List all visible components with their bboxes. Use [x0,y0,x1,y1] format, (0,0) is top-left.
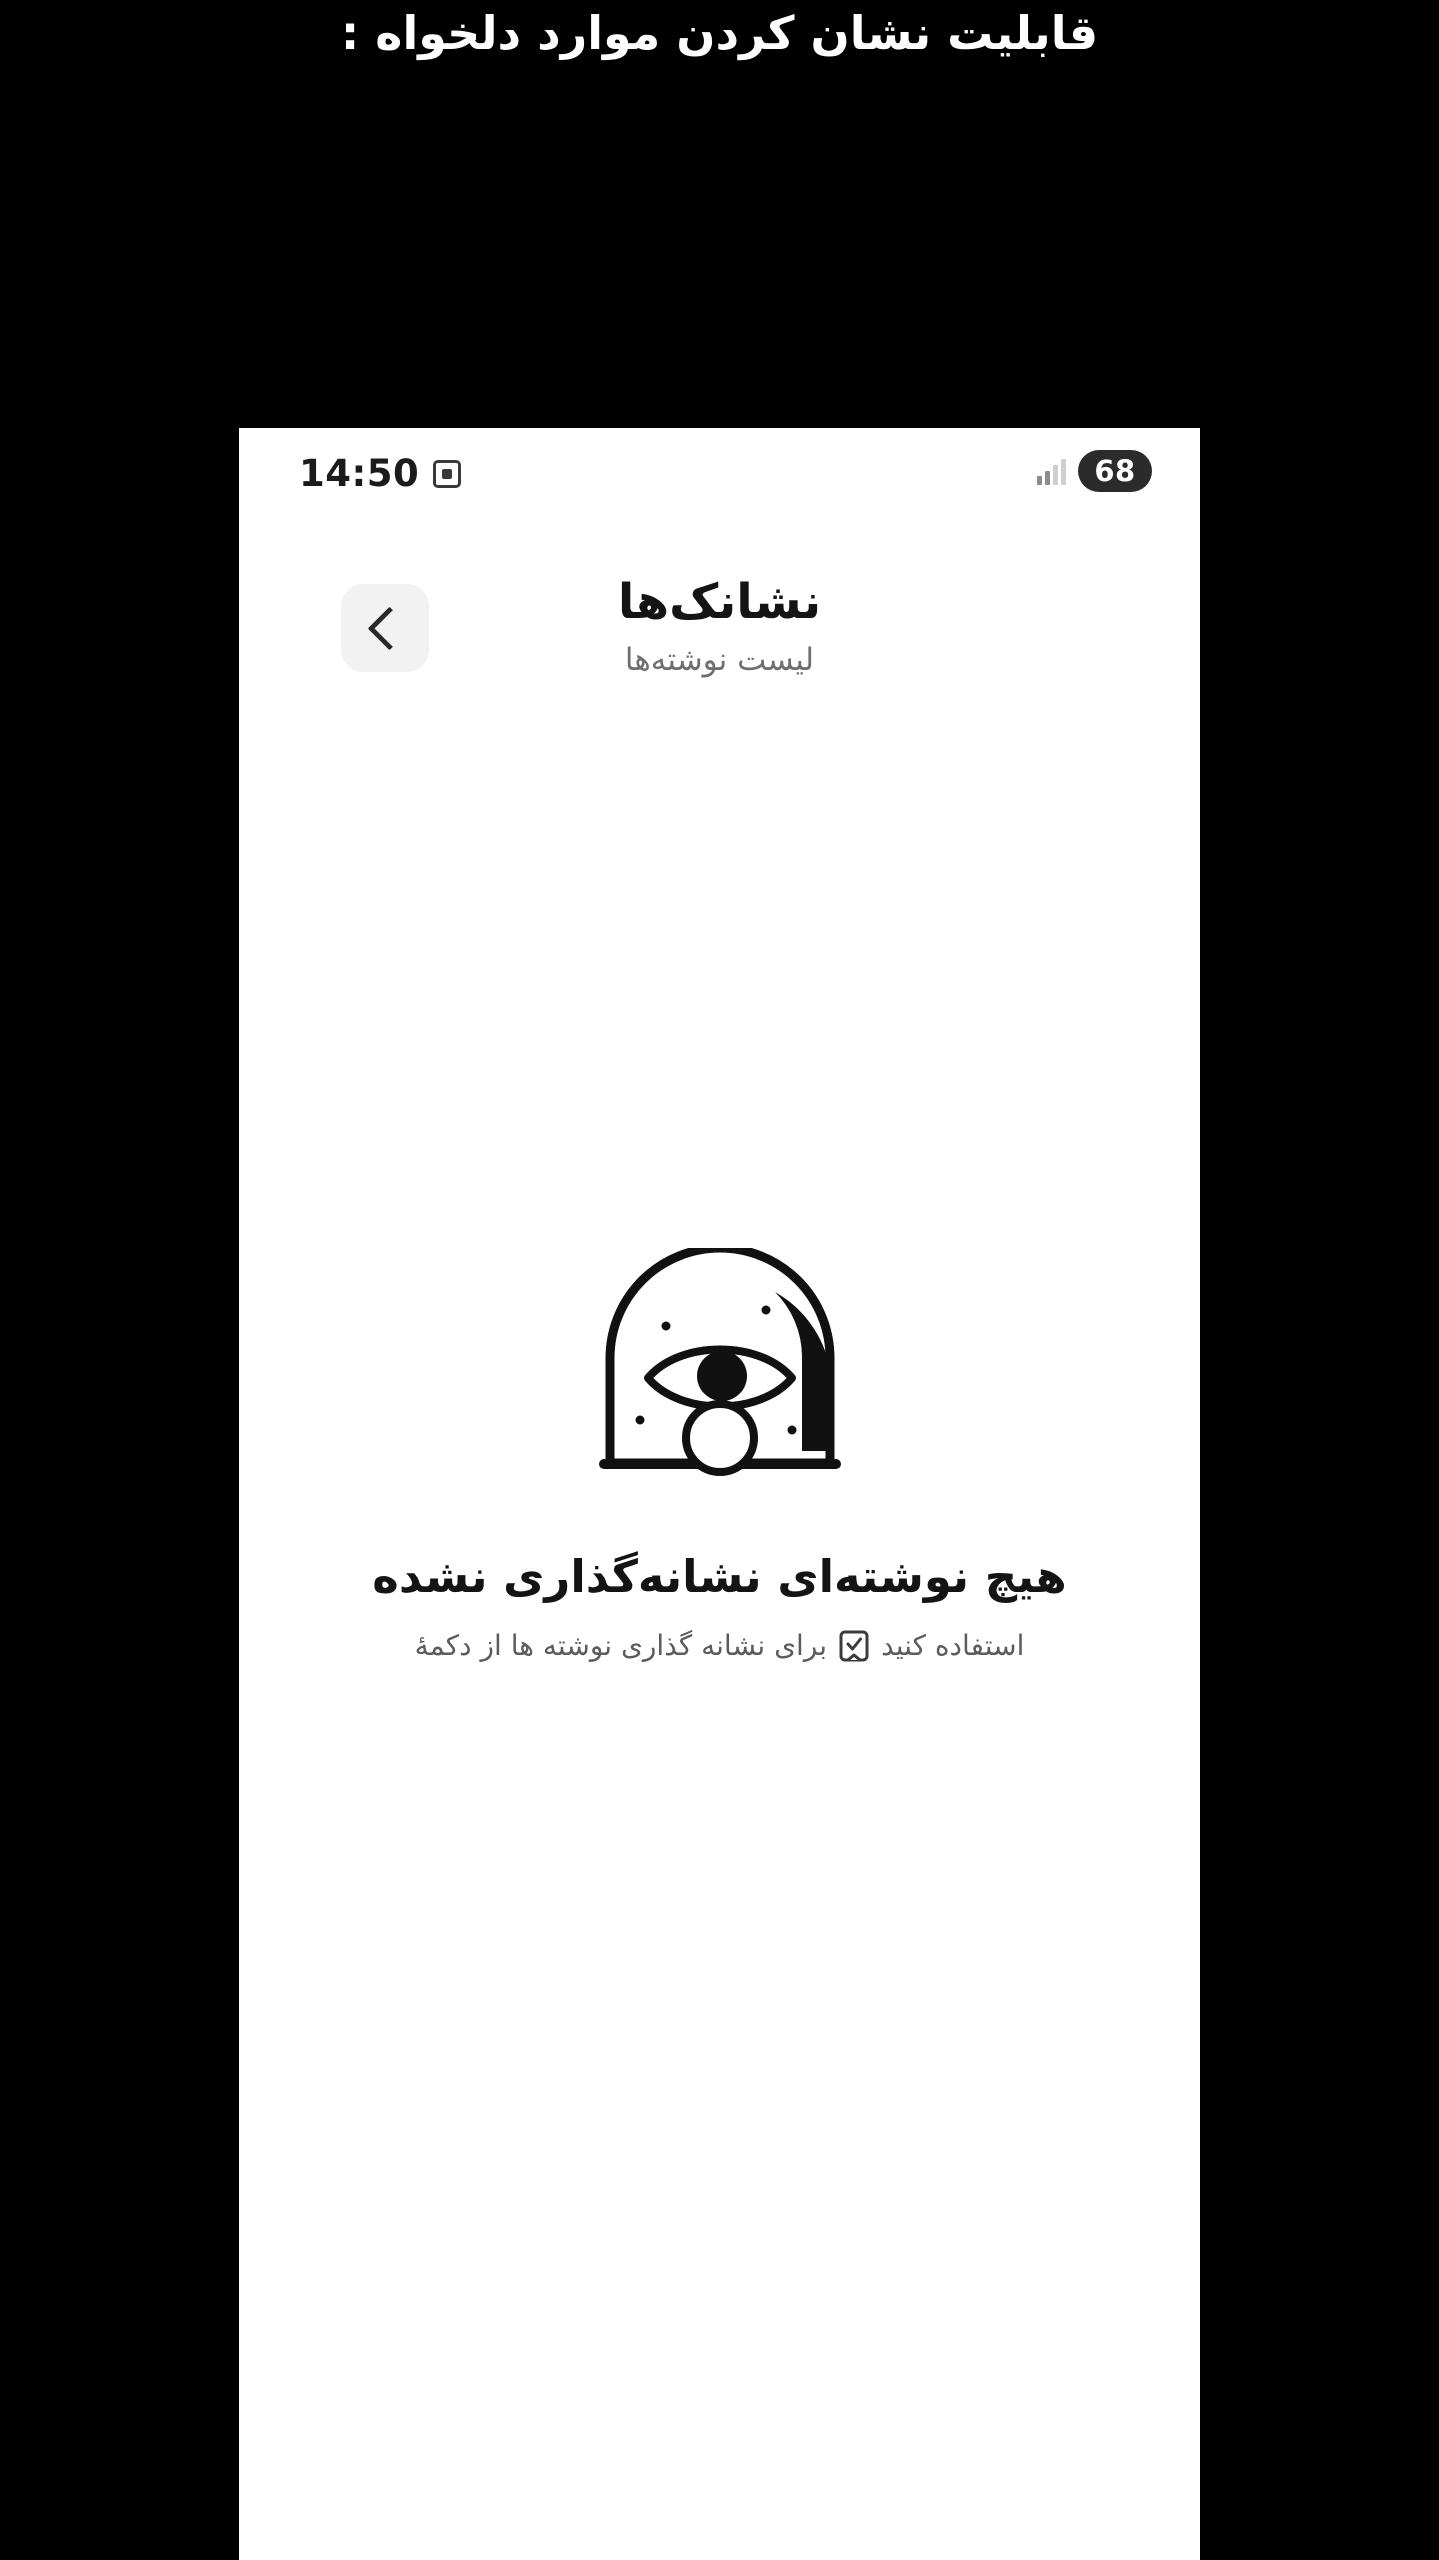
empty-state-description [239,1629,1200,1662]
app-header [239,520,1200,710]
status-bar [239,428,1200,520]
empty-state-desc-after: استفاده کنید [881,1629,1025,1662]
page-caption: قابلیت نشان کردن موارد دلخواه : [340,6,1099,60]
page-subtitle: لیست نوشته‌ها [624,642,815,678]
status-bar-left [299,452,461,495]
signal-bars-icon [1037,457,1066,485]
empty-state-title: هیچ نوشته‌ای نشانه‌گذاری نشده [372,1550,1067,1603]
screenshot-icon [433,460,461,488]
eye-arch-doodle-illustration [570,1248,870,1478]
empty-state-desc-before: برای نشانه گذاری نوشته ها از دکمهٔ [414,1629,828,1662]
phone-screenshot [239,428,1200,2560]
status-clock: 14:50 [299,452,420,495]
empty-state [239,1248,1200,1662]
bookmark-check-icon [839,1630,869,1662]
battery-indicator: 68 [1078,450,1152,492]
page-title: نشانک‌ها [617,574,822,630]
status-bar-right [1037,450,1152,492]
header-titles [239,572,1200,678]
